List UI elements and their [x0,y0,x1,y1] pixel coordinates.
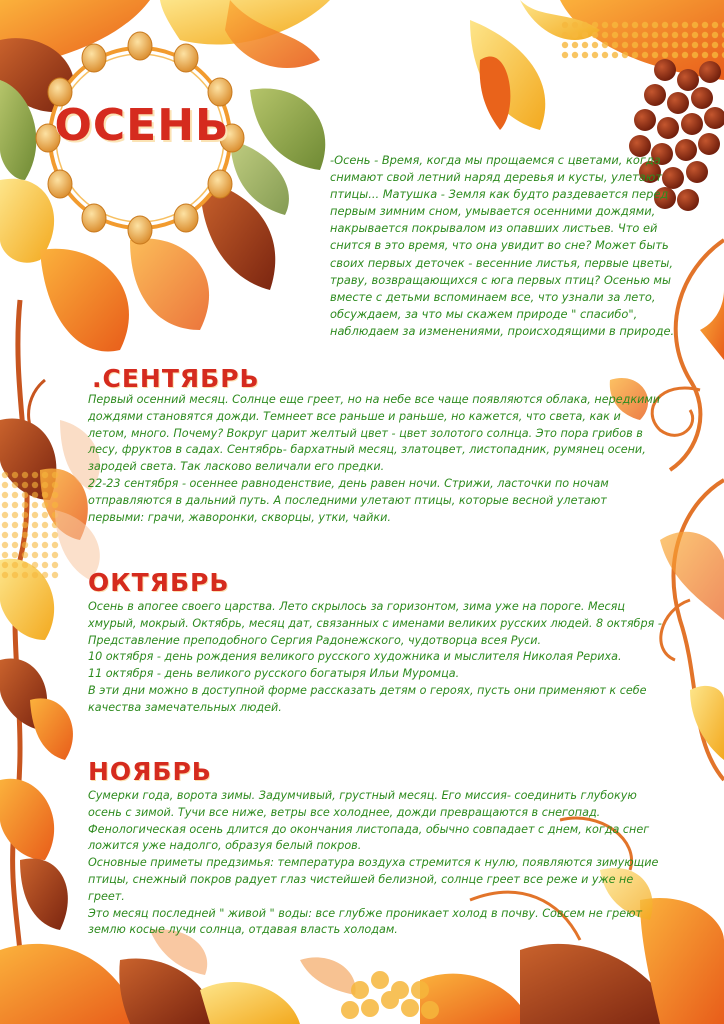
section-paragraph: 10 октября - день рождения великого русского художника и мыслителя Николая Рериха. [88,650,622,664]
section-title-november: НОЯБРЬ [88,757,212,786]
section-paragraph: Первый осенний месяц. Солнце еще греет, но на небе все чаще появляются облака, нередкими дождями становятся дожди. Темнеет все раньше и раньше, но кажется, что света, как и летом, много. Почему? Вокруг царит желтый цвет - цвет золотого солнца. Это пора грибов в лесу, фруктов в садах. Сентябрь- бархатный месяц, златоцвет, листопадник, румянец осени, зародей света. Так ласково величали его предки. [88,393,661,474]
section-body-november [88,788,662,939]
section-paragraph: 22-23 сентября - осеннее равноденствие, день равен ночи. Стрижи, ласточки по ночам отправляются в дальний путь. А последними улетают птицы, которые весной улетают первыми: грачи, жаворонки, скворцы, утки, чайки. [88,476,609,524]
section-paragraph: 11 октября - день великого русского богатыря Ильи Муромца. [88,667,460,681]
section-paragraph: Сумерки года, ворота зимы. Задумчивый, грустный месяц. Его миссия- соединить глубокую осень с зимой. Тучи все ниже, ветры все холоднее, дожди превращаются в снегопад. Фенологическая осень длится до окончания листопада, обычно совпадает с днем, когда снег ложится уже надолго, образуя белый покров. [88,789,650,853]
section-title-september: .СЕНТЯБРЬ [92,364,260,393]
section-paragraph: В эти дни можно в доступной форме рассказать детям о героях, пусть они применяют к себе качества замечательных людей. [88,683,647,714]
section-paragraph: Осень в апогее своего царства. Лето скрылось за горизонтом, зима уже на пороге. Месяц хмурый, мокрый. Октябрь, месяц дат, связанных с именами великих русских людей. 8 октября - Представление преподобного Сергия Радонежского, чудотворца всея Руси. [88,600,662,647]
page-title: ОСЕНЬ [54,100,230,151]
section-title-october: ОКТЯБРЬ [88,568,230,597]
section-body-september [88,392,662,526]
section-paragraph: Основные приметы предзимья: температура воздуха стремится к нулю, появляются зимующие птицы, снежный покров радует глаз чистейшей белизной, солнце греет все реже и уже не греет. [88,856,659,903]
intro-paragraph: -Осень - Время, когда мы прощаемся с цветами, когда снимают свой летний наряд деревья и кусты, улетают птицы... Матушка - Земля как будто раздевается перед первым зимним сном, умывается осенними дождями, накрывается покрывалом из опавших листьев. Что ей снится в это время, что она увидит во сне? Может быть своих первых деточек - весенние листья, первые цветы, траву, возвращающихся с юга первых птиц? Осенью мы вместе с детьми вспоминаем все, что узнали за лето, обсуждаем, за что мы скажем природе " спасибо", наблюдаем за изменениями, происходящими в природе. [330,153,675,338]
section-body-october [88,599,662,717]
section-paragraph: Это месяц последней " живой " воды: все глубже проникает холод в почву. Совсем не греют землю косые лучи солнца, отдавая власть холодам. [88,906,643,937]
